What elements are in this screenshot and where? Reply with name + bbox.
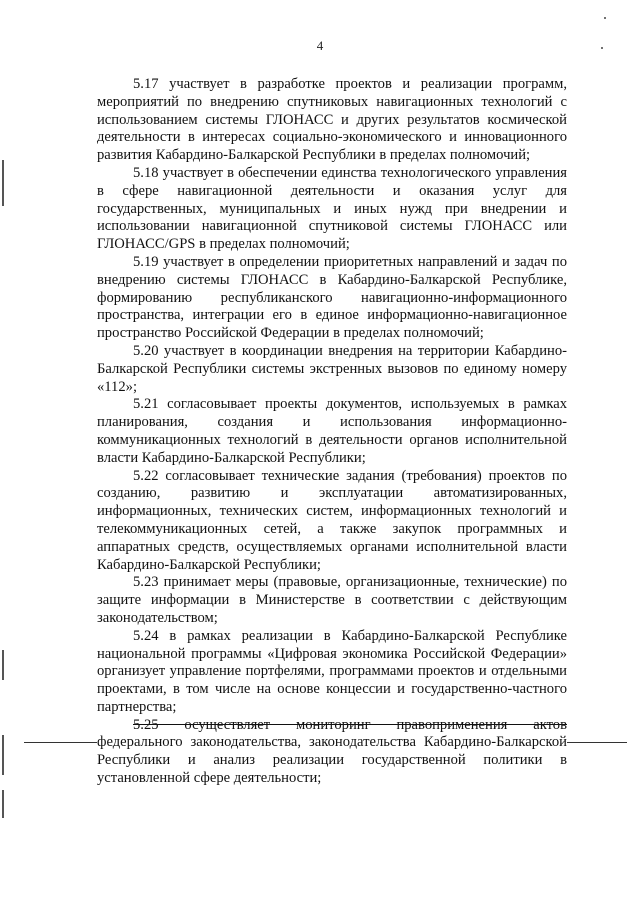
- item-5-24: 5.24 в рамках реализации в Кабардино-Балкарской Республике национальной программы «Цифровая экономика Российской Федерации» организует управление портфелями, программами проектов и отдельными проектами, в том числе на основе концессии и государственно-частного партнерства;: [97, 627, 567, 715]
- scan-dot: [604, 17, 606, 19]
- item-5-19: 5.19 участвует в определении приоритетных направлений и задач по внедрению системы ГЛОНАСС в Кабардино-Балкарской Республике, формированию республиканского навигационно-информационного пространства, интеграции его в единое информационно-навигационное пространство Российской Федерации в пределах полномочий;: [97, 253, 567, 342]
- page-number: 4: [316, 38, 324, 53]
- item-5-17: 5.17 участвует в разработке проектов и реализации программ, мероприятий по внедрению спутниковых навигационных технологий с использованием системы ГЛОНАСС и других результатов космической деятельности в интересах социально-экономического и инновационного развития Кабардино-Балкарской Республики в пределах полномочий;: [97, 76, 567, 164]
- scan-margin-mark: [2, 735, 4, 775]
- scan-dot: [601, 47, 603, 49]
- strike-rule-left: [24, 742, 97, 743]
- item-5-18: 5.18 участвует в обеспечении единства технологического управления в сфере навигационной деятельности и оказания услуг для государственных, муниципальных и иных нужд при внедрении и использовании навигационной спутниковой системы ГЛОНАСС или ГЛОНАСС/GPS в пределах полномочий;: [97, 164, 567, 253]
- scan-margin-mark: [2, 160, 4, 206]
- item-5-21: 5.21 согласовывает проекты документов, используемых в рамках планирования, создания и использования информационно-коммуникационных технологий в деятельности органов исполнительной власти Кабардино-Балкарской Республики;: [97, 396, 567, 466]
- item-5-20: 5.20 участвует в координации внедрения на территории Кабардино-Балкарской Республики системы экстренных вызовов по единому номеру «112»;: [97, 342, 567, 395]
- document-body: [97, 76, 567, 788]
- scan-margin-mark: [2, 790, 4, 818]
- item-5-22: 5.22 согласовывает технические задания (требования) проектов по созданию, развитию и эксплуатации автоматизированных, информационных, технических систем, информационных технологий и телекоммуникационных сетей, а также закупок программных и аппаратных средств, осуществляемых органами исполнительной власти Кабардино-Балкарской Республики;: [97, 467, 567, 573]
- strike-rule-right: [567, 742, 627, 743]
- item-5-23: 5.23 принимает меры (правовые, организационные, технические) по защите информации в Министерстве в соответствии с действующим законодательством;: [97, 574, 567, 626]
- item-5-25: 5.25 осуществляет мониторинг правоприменения актов федерального законодательства, законодательства Кабардино-Балкарской Республики и анализ реализации государственной политики в установленной сфере деятельности;: [97, 716, 567, 787]
- scan-margin-mark: [2, 650, 4, 680]
